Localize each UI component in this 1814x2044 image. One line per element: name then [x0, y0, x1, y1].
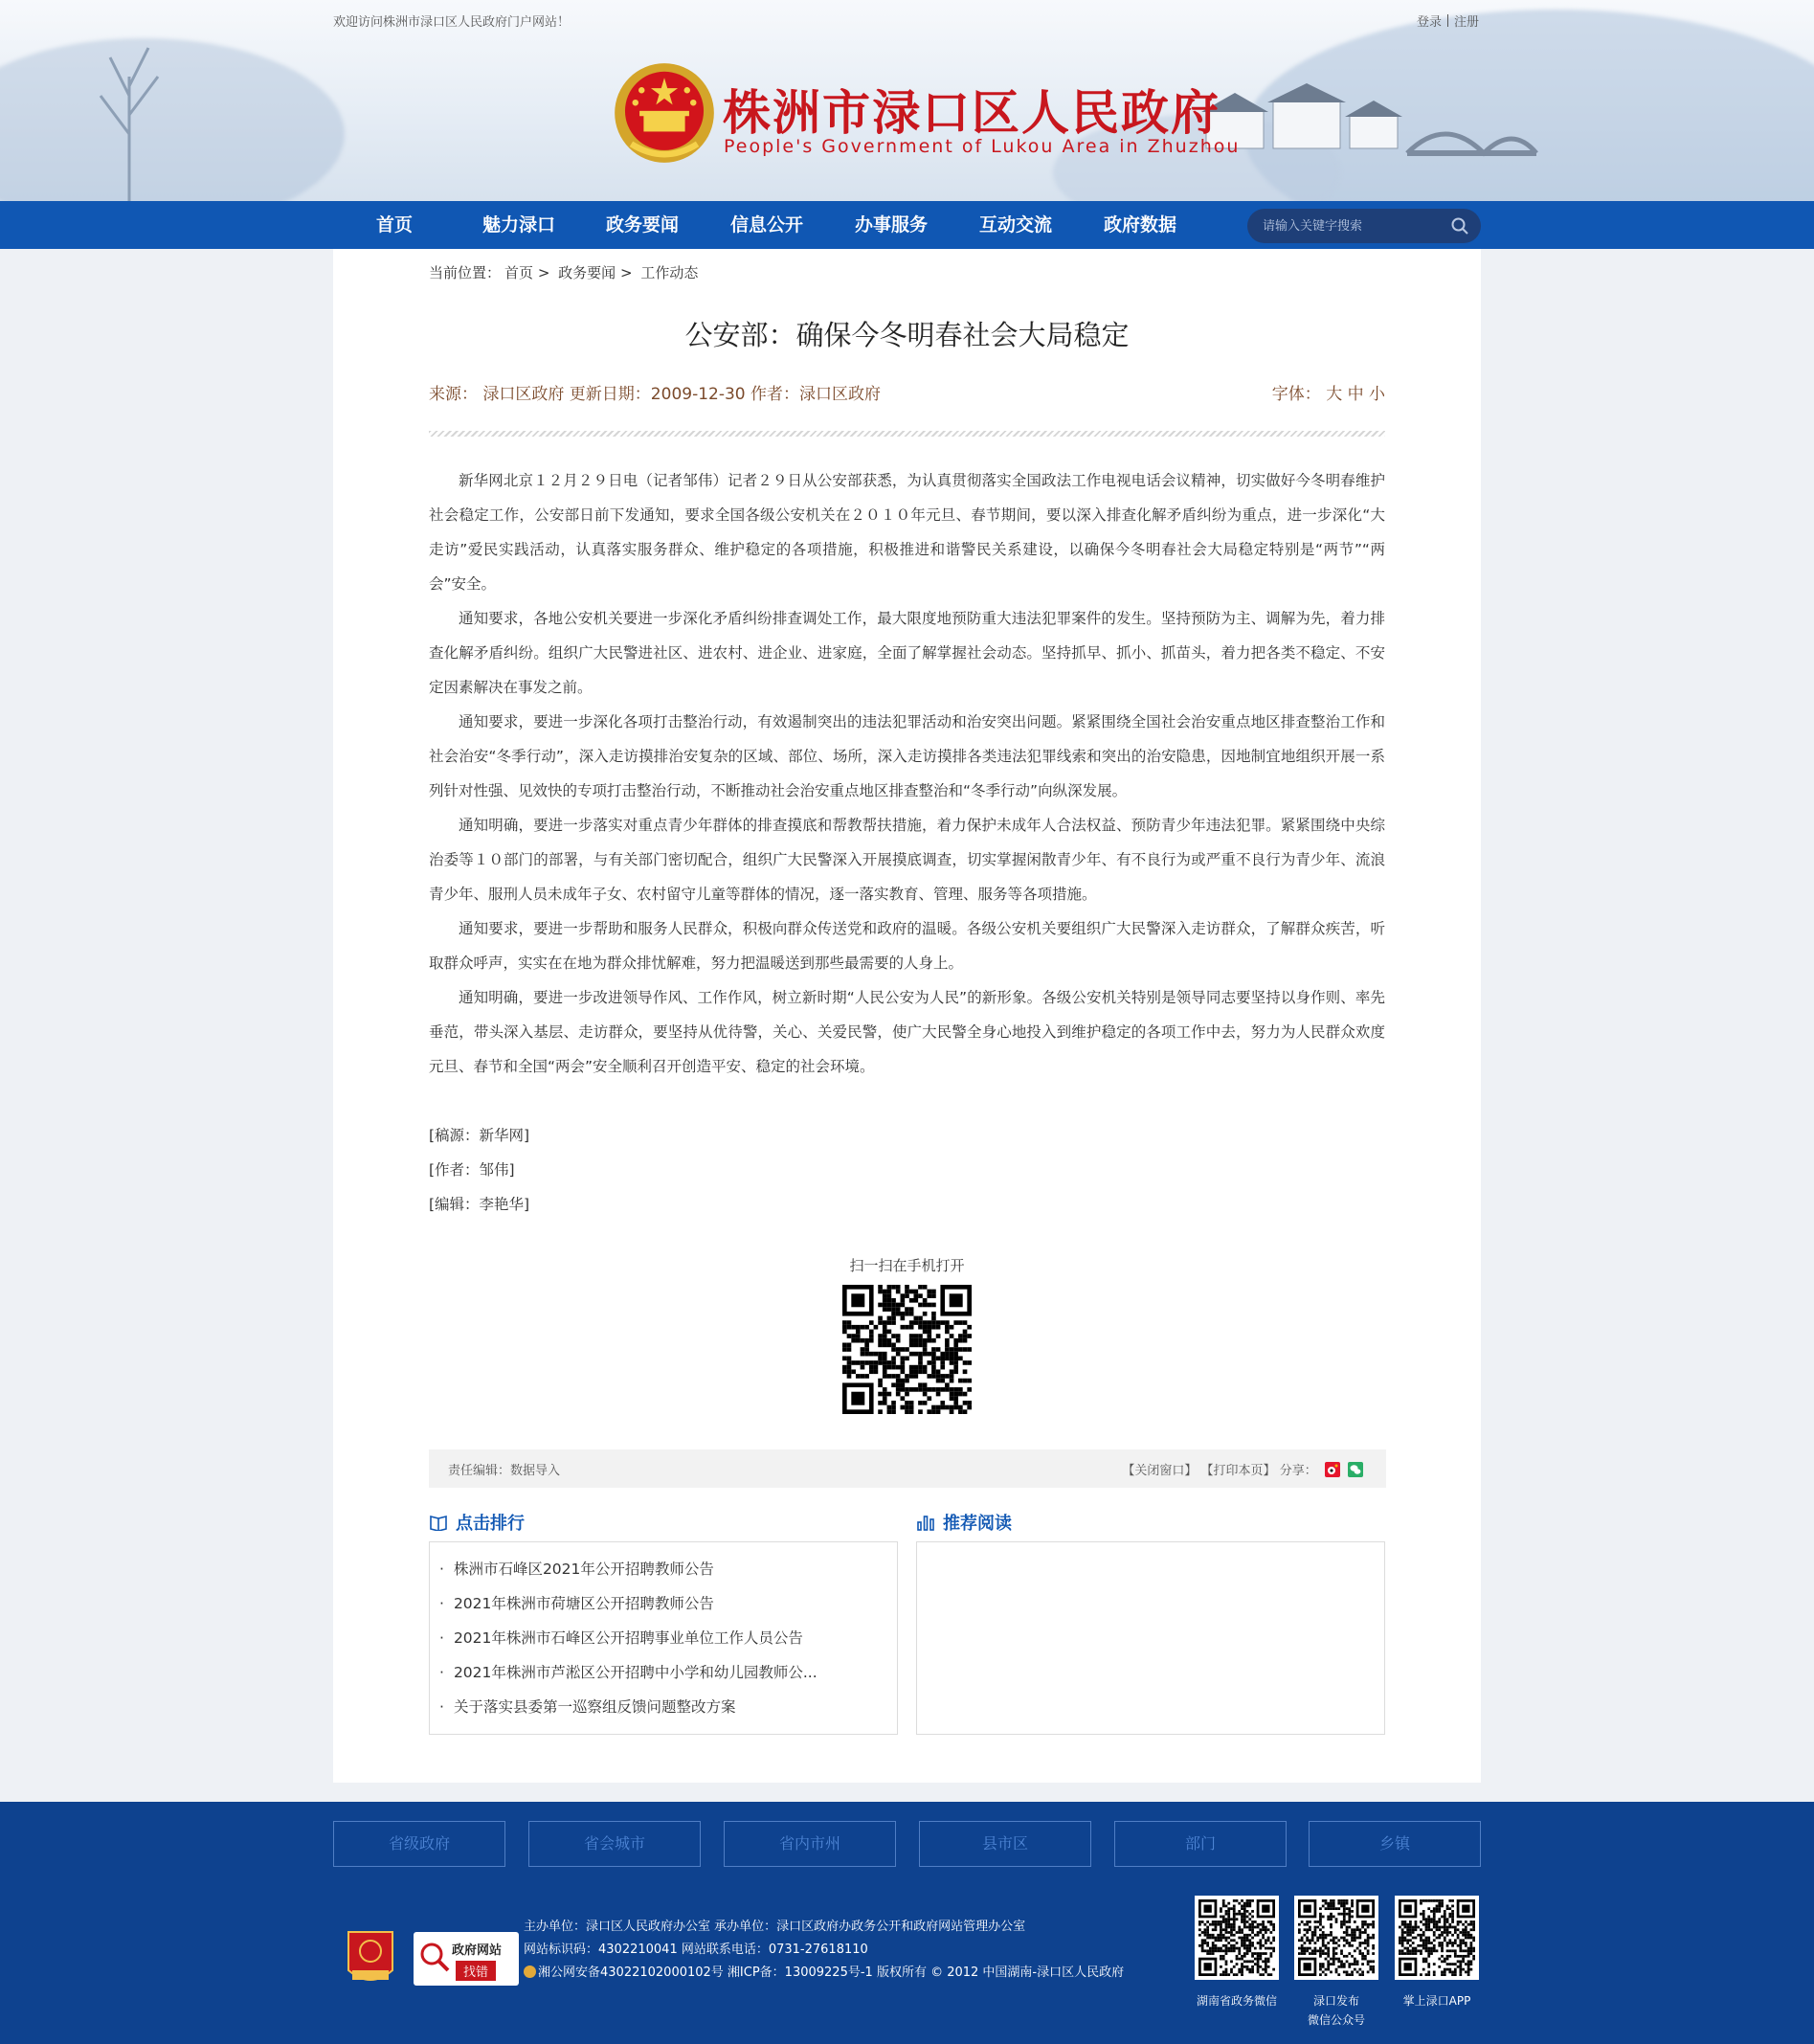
party-government-badge[interactable]	[345, 1928, 396, 1989]
website-error-report[interactable]	[414, 1932, 519, 1986]
article-paragraph: 通知要求，各地公安机关要进一步深化矛盾纠纷排查调处工作，最大限度地预防重大违法犯罪案件的发生。坚持预防为主、调解为先，着力排查化解矛盾纠纷。组织广大民警进社区、进农村、进企业、进家庭，全面了解掌握社会动态。坚持抓早、抓小、抓苗头，着力把各类不稳定、不安定因素解决在事发之前。	[429, 610, 1385, 696]
separator	[1447, 14, 1448, 27]
auth-links	[1417, 11, 1479, 30]
footer-link-provincial[interactable]: 省级政府	[333, 1821, 505, 1867]
article-paragraph: 通知明确，要进一步落实对重点青少年群体的排查摸底和帮教帮扶措施，着力保护未成年人合法权益、预防青少年违法犯罪。紧紧围绕中央综治委等１０部门的部署，与有关部门密切配合，组织广大民警深入开展摸底调查，切实掌握闲散青少年、有不良行为或严重不良行为青少年、流浪青少年、服刑人员未成年子女、农村留守儿童等群体的情况，逐一落实教育、管理、服务等各项措施。	[429, 817, 1385, 903]
nav-government-data[interactable]: 政府数据	[1103, 214, 1176, 236]
recommend-header	[916, 1510, 1012, 1535]
footer-info	[524, 1916, 1124, 1985]
village-illustration	[1197, 81, 1541, 177]
article-paragraph: 通知要求，要进一步帮助和服务人民群众，积极向群众传送党和政府的温暖。各级公安机关要组织广大民警深入走访群众，了解群众疾苦，听取群众呼声，实实在在地为群众排忧解难，努力把温暖送到那些最需要的人身上。	[429, 920, 1385, 972]
share-actions	[1122, 1460, 1363, 1478]
article-container	[333, 249, 1481, 1783]
breadcrumb-separator: >	[537, 264, 550, 281]
ranking-link[interactable]: 2021年株洲市芦淞区公开招聘中小学和幼儿园教师公...	[453, 1664, 817, 1681]
register-link[interactable]: 注册	[1453, 15, 1479, 30]
weibo-icon[interactable]	[1325, 1462, 1340, 1477]
article-credits	[429, 1118, 529, 1222]
close-window-link[interactable]: 【关闭窗口】	[1122, 1464, 1198, 1478]
qr-label: 扫一扫在手机打开	[849, 1257, 965, 1274]
share-label: 分享：	[1279, 1464, 1317, 1478]
top-bar	[333, 11, 1479, 31]
footer-link-capitals[interactable]: 省会城市	[528, 1821, 701, 1867]
site-title: 株洲市渌口区人民政府	[723, 86, 1221, 140]
ranking-link[interactable]: 关于落实县委第一巡察组反馈问题整改方案	[453, 1698, 736, 1716]
list-item[interactable]	[439, 1690, 897, 1724]
qr-caption: 掌上渌口APP	[1402, 1994, 1471, 2008]
jiucuo-title: 政府网站	[452, 1943, 503, 1958]
nav-info-disclosure[interactable]: 信息公开	[729, 214, 803, 236]
article-body	[429, 463, 1385, 1084]
footer-link-prefectures[interactable]: 省内市州	[724, 1821, 896, 1867]
ranking-link[interactable]: 2021年株洲市荷塘区公开招聘教师公告	[453, 1595, 714, 1612]
national-emblem-icon	[613, 61, 716, 165]
magnifier-icon	[419, 1942, 450, 1972]
nav-interaction[interactable]: 互动交流	[978, 214, 1052, 236]
recommend-panel	[916, 1541, 1385, 1735]
mountain-decoration	[0, 38, 345, 201]
font-size-switcher	[1272, 380, 1385, 404]
breadcrumb-work-updates[interactable]: 工作动态	[640, 264, 699, 281]
article-source-date-author: 来源： 渌口区政府 更新日期：2009-12-30 作者：渌口区政府	[429, 385, 882, 404]
share-bar	[429, 1449, 1386, 1488]
tree-decoration	[86, 19, 172, 201]
footer-link-towns[interactable]: 乡镇	[1309, 1821, 1481, 1867]
list-item[interactable]	[439, 1552, 897, 1586]
responsible-editor: 责任编辑：数据导入	[448, 1464, 561, 1478]
main-nav	[0, 201, 1814, 249]
site-footer	[0, 1802, 1814, 2044]
list-item[interactable]	[439, 1621, 897, 1655]
search-box	[1247, 209, 1481, 243]
nav-government-news[interactable]: 政务要闻	[605, 214, 679, 236]
footer-link-departments[interactable]: 部门	[1114, 1821, 1287, 1867]
breadcrumb-label: 当前位置：	[429, 264, 502, 281]
nav-home[interactable]: 首页	[375, 214, 413, 236]
breadcrumb-home[interactable]: 首页	[504, 264, 534, 281]
ranking-header	[429, 1510, 525, 1535]
footer-record-text: 湘公网安备43022102000102号 湘ICP备：13009225号-1 版权所有 © 2012 中国湖南-渌口区人民政府	[538, 1965, 1125, 1980]
search-input[interactable]	[1263, 209, 1444, 243]
credit-editor: [编辑：李艳华]	[429, 1196, 530, 1213]
bar-chart-icon	[916, 1514, 935, 1531]
jiucuo-label: 找错	[456, 1961, 496, 1981]
article-meta	[429, 380, 1385, 404]
article-title: 公安部：确保今冬明春社会大局稳定	[684, 319, 1130, 351]
ranking-panel	[429, 1541, 898, 1735]
qr-code-icon	[842, 1285, 972, 1414]
footer-sponsor: 主办单位：渌口区人民政府办公室 承办单位：渌口区政府办政务公开和政府网站管理办公室	[524, 1920, 1026, 1934]
article-paragraph: 通知明确，要进一步改进领导作风、工作作风，树立新时期“人民公安为人民”的新形象。各级公安机关特别是领导同志要坚持以身作则、率先垂范，带头深入基层、走访群众，要坚持从优待警，关心、关爱民警，使广大民警全身心地投入到维护稳定的各项工作中去，努力为人民群众欢度元旦、春节和全国“两会”安全顺利召开创造平安、稳定的社会环境。	[429, 989, 1385, 1075]
font-size-label: 字体：	[1271, 385, 1321, 404]
qr-code-icon	[1294, 1896, 1378, 1980]
font-small-button[interactable]: 小	[1369, 385, 1385, 404]
credit-author: [作者：邹伟]	[429, 1161, 515, 1179]
breadcrumb-separator: >	[619, 264, 633, 281]
qr-code-icon	[1395, 1896, 1479, 1980]
nav-charm-lukou[interactable]: 魅力渌口	[481, 214, 555, 236]
ranking-link[interactable]: 株洲市石峰区2021年公开招聘教师公告	[453, 1561, 714, 1578]
login-link[interactable]: 登录	[1416, 15, 1442, 30]
site-subtitle: People's Government of Lukou Area in Zhuzhou	[724, 136, 1241, 157]
qr-caption: 渌口发布 微信公众号	[1307, 1994, 1365, 2027]
divider	[429, 431, 1385, 437]
breadcrumb-news[interactable]: 政务要闻	[558, 264, 616, 281]
list-item[interactable]	[439, 1655, 897, 1690]
article-paragraph: 通知要求，要进一步深化各项打击整治行动，有效遏制突出的违法犯罪活动和治安突出问题。紧紧围绕全国社会治安重点地区排查整治工作和社会治安“冬季行动”，深入走访摸排治安复杂的区域、部位、场所，深入走访摸排各类违法犯罪线索和突出的治安隐患，因地制宜地组织开展一系列针对性强、见效快的专项打击整治行动，不断推动社会治安重点地区排查整治和“冬季行动”向纵深发展。	[429, 713, 1385, 799]
qr-code-icon	[1195, 1896, 1279, 1980]
print-page-link[interactable]: 【打印本页】	[1200, 1464, 1276, 1478]
qr-caption: 湖南省政务微信	[1196, 1994, 1277, 2008]
police-badge-icon	[524, 1965, 536, 1978]
article-paragraph: 新华网北京１２月２９日电（记者邹伟）记者２９日从公安部获悉，为认真贯彻落实全国政法工作电视电话会议精神，切实做好今冬明春维护社会稳定工作，公安部日前下发通知，要求全国各级公安机关在２０１０年元旦、春节期间，要以深入排查化解矛盾纠纷为重点，进一步深化“大走访”爱民实践活动，认真落实服务群众、维护稳定的各项措施，积极推进和谐警民关系建设，以确保今冬明春社会大局稳定特别是“两节”“两会”安全。	[429, 472, 1385, 593]
font-medium-button[interactable]: 中	[1347, 385, 1364, 404]
footer-site-id: 网站标识码：4302210041 网站联系电话：0731-27618110	[524, 1943, 868, 1957]
nav-services[interactable]: 办事服务	[854, 214, 928, 236]
footer-link-counties[interactable]: 县市区	[919, 1821, 1091, 1867]
breadcrumb	[429, 262, 698, 282]
book-icon	[429, 1514, 448, 1531]
footer-record	[524, 1962, 1124, 1985]
ranking-link[interactable]: 2021年株洲市石峰区公开招聘事业单位工作人员公告	[453, 1629, 803, 1647]
ranking-title: 点击排行	[456, 1514, 525, 1534]
site-header	[0, 0, 1814, 201]
list-item[interactable]	[439, 1586, 897, 1621]
credit-source: [稿源：新华网]	[429, 1127, 530, 1144]
font-large-button[interactable]: 大	[1326, 385, 1343, 404]
search-icon[interactable]	[1450, 216, 1469, 236]
welcome-text: 欢迎访问株洲市渌口区人民政府门户网站！	[333, 15, 571, 30]
recommend-title: 推荐阅读	[943, 1514, 1012, 1534]
wechat-icon[interactable]	[1348, 1462, 1363, 1477]
